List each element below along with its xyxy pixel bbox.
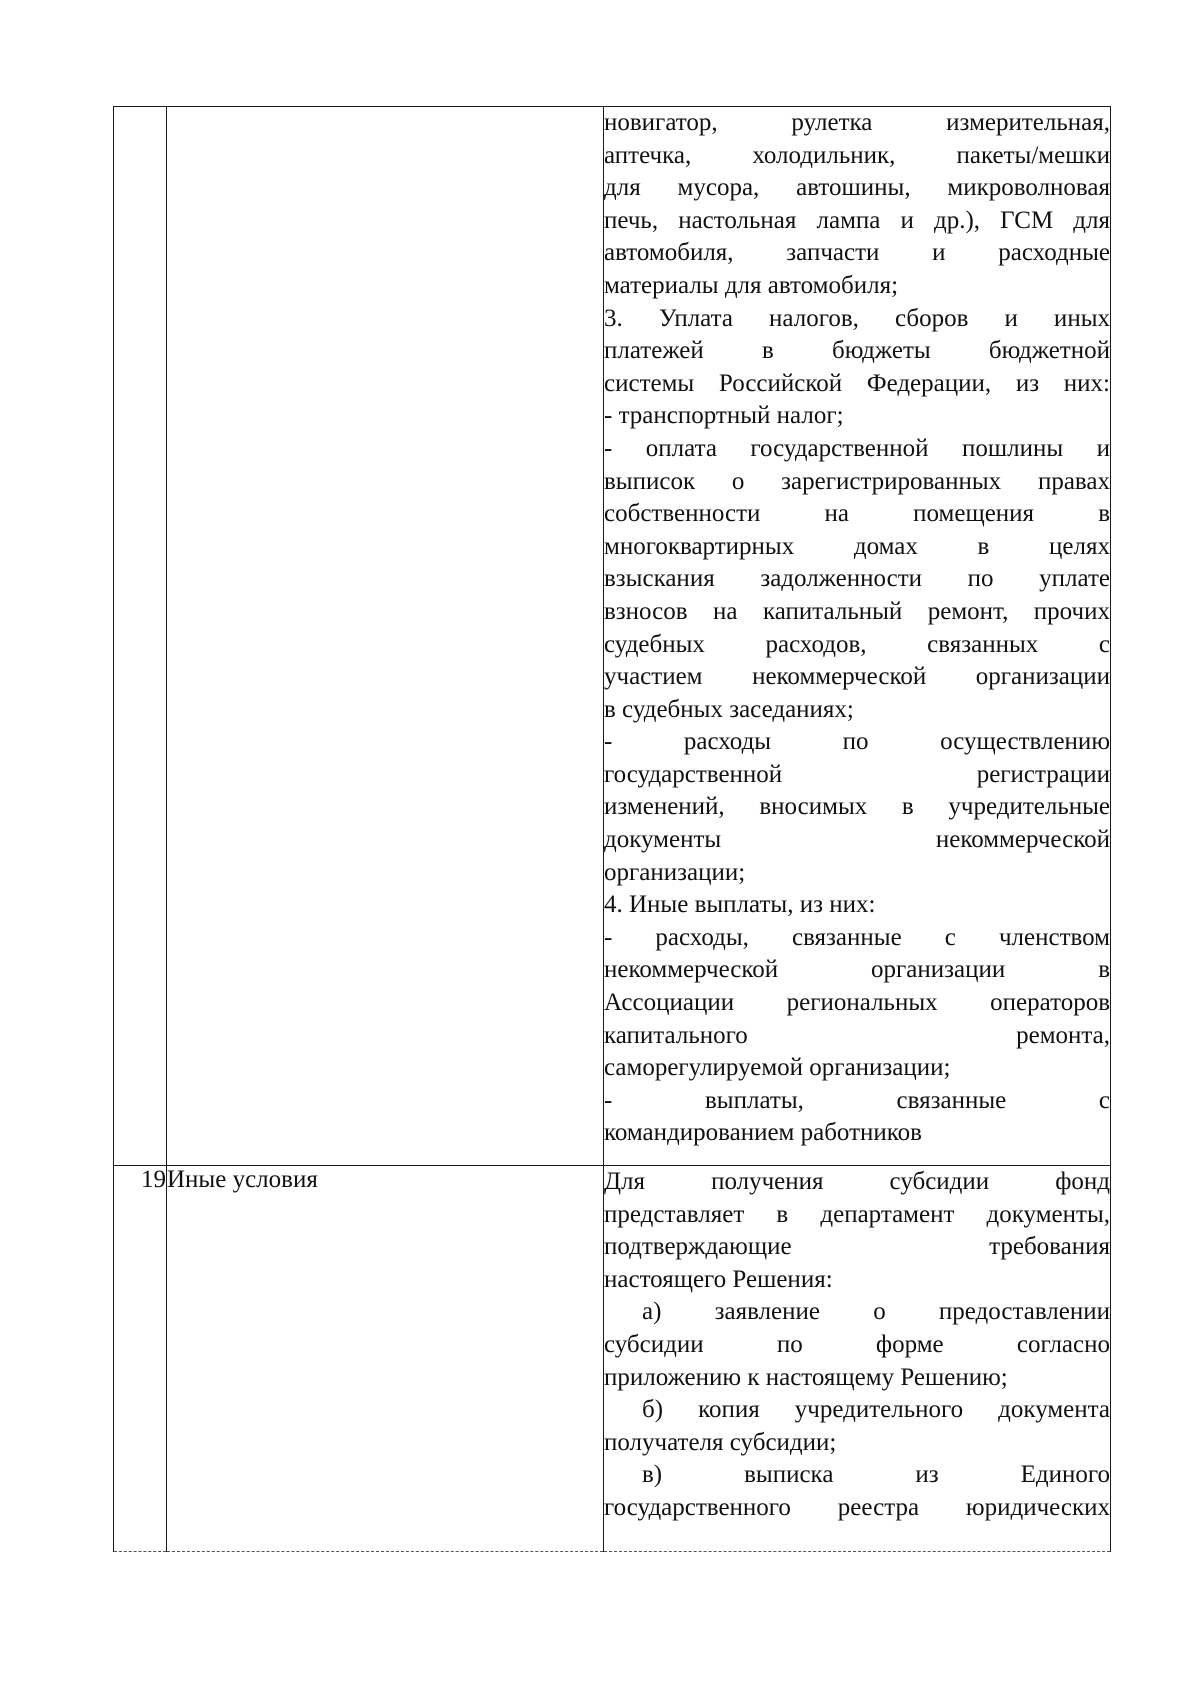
- text-line: многоквартирных домах в целях: [604, 532, 1110, 560]
- text-line: участием некоммерческой организации: [604, 663, 1110, 691]
- text-line: б) копия учредительного документа: [642, 1396, 1110, 1424]
- text-line: настоящего Решения:: [604, 1265, 833, 1293]
- table-row-continued: [114, 107, 1111, 1166]
- text-line: командированием работников: [604, 1119, 922, 1147]
- text-line: материалы для автомобиля;: [604, 271, 899, 299]
- text-line: платежей в бюджеты бюджетной: [604, 337, 1110, 365]
- row-number-cell: [114, 107, 167, 1166]
- text-line: судебных расходов, связанных с: [604, 630, 1110, 658]
- text-line: для мусора, автошины, микроволновая: [604, 174, 1110, 202]
- text-line: в) выписка из Единого: [642, 1461, 1110, 1489]
- text-line: - транспортный налог;: [604, 402, 844, 430]
- text-line: взыскания задолженности по уплате: [604, 565, 1110, 593]
- text-line: саморегулируемой организации;: [604, 1054, 951, 1082]
- text-line: автомобиля, запчасти и расходные: [604, 239, 1110, 267]
- text-line: выписок о зарегистрированных правах: [604, 467, 1110, 495]
- text-line: - оплата государственной пошлины и: [604, 434, 1110, 462]
- text-line: изменений, вносимых в учредительные: [604, 793, 1110, 821]
- text-line: некоммерческой организации в: [604, 956, 1110, 984]
- text-line: собственности на помещения в: [604, 500, 1110, 528]
- text-line: приложению к настоящему Решению;: [604, 1363, 1008, 1391]
- row-text-cell: [604, 107, 1111, 1166]
- row-name-cell: Иные условия: [167, 1166, 604, 1552]
- text-line: в судебных заседаниях;: [604, 695, 854, 723]
- conditions-table: [113, 106, 1111, 1552]
- text-line: новигатор, рулетка измерительная,: [604, 109, 1110, 136]
- text-line: аптечка, холодильник, пакеты/мешки: [604, 141, 1110, 169]
- text-line: 3. Уплата налогов, сборов и иных: [604, 304, 1110, 332]
- text-line: 4. Иные выплаты, из них:: [604, 891, 876, 919]
- text-line: Ассоциации региональных операторов: [604, 989, 1110, 1017]
- row-number-cell: 19: [114, 1166, 167, 1552]
- text-line: государственного реестра юридических: [604, 1493, 1110, 1521]
- text-line: - расходы, связанные с членством: [604, 923, 1110, 951]
- text-line: а) заявление о предоставлении: [642, 1298, 1110, 1326]
- text-line: взносов на капитальный ремонт, прочих: [604, 597, 1110, 625]
- text-line: субсидии по форме согласно: [604, 1330, 1110, 1358]
- text-line: получателя субсидии;: [604, 1428, 837, 1456]
- table-row-19: [114, 1166, 1111, 1552]
- row-text-cell: [604, 1166, 1111, 1552]
- text-line: - выплаты, связанные с: [604, 1086, 1110, 1114]
- text-line: Для получения субсидии фонд: [604, 1168, 1110, 1195]
- text-line: подтверждающие требования: [604, 1233, 1110, 1261]
- text-line: печь, настольная лампа и др.), ГСМ для: [604, 206, 1110, 234]
- text-line: представляет в департамент документы,: [604, 1200, 1110, 1228]
- row-name-cell: [167, 107, 604, 1166]
- text-line: системы Российской Федерации, из них:: [604, 369, 1110, 397]
- text-line: документы некоммерческой: [604, 826, 1110, 854]
- text-line: организации;: [604, 858, 746, 886]
- text-line: - расходы по осуществлению: [604, 728, 1110, 756]
- text-line: государственной регистрации: [604, 760, 1110, 788]
- text-line: капитального ремонта,: [604, 1021, 1110, 1049]
